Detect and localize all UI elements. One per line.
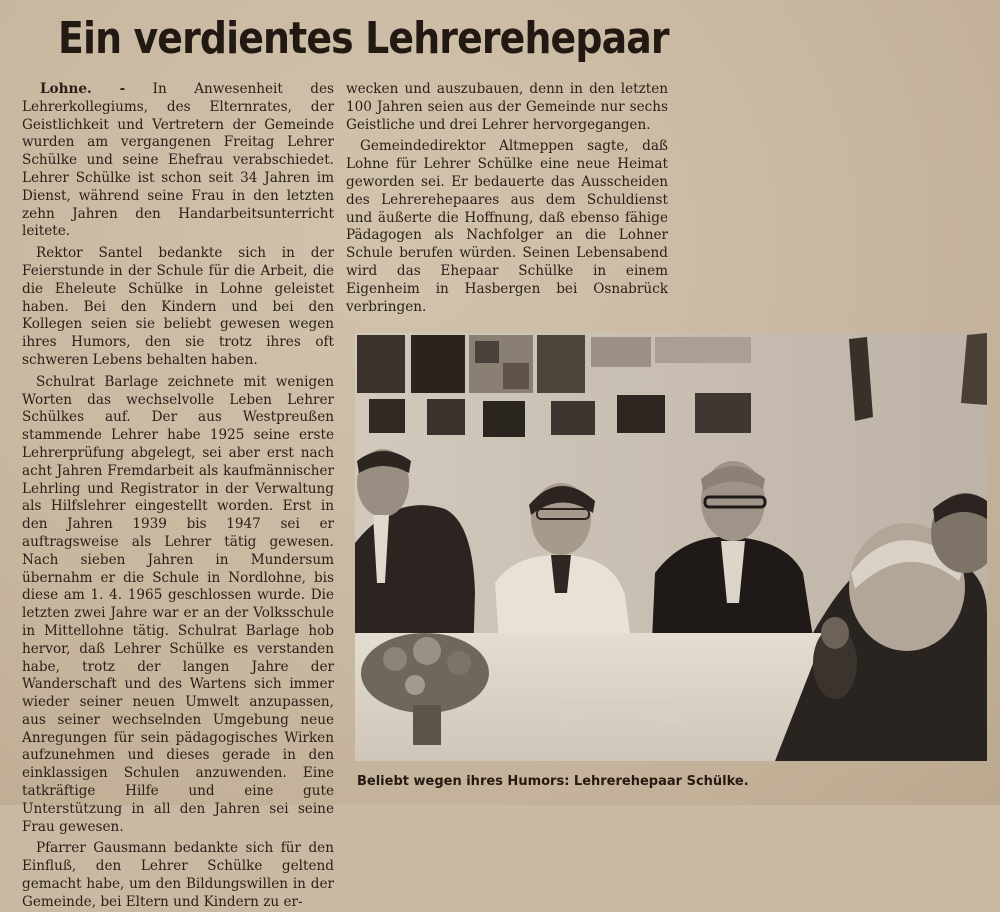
article-paragraph: Pfarrer Gausmann bedankte sich für den Einfluß, den Lehrer Schülke geltend gemacht habe, um den Bildungswillen in der Gemeinde, bei Eltern und Kindern zu er- [22,840,334,910]
article-paragraph: Gemeindedirektor Altmeppen sagte, daß Lohne für Lehrer Schülke eine neue Heimat geworden sei. Er bedauerte das Ausscheiden des Lehrerehepaares aus dem Schuldienst und äußerte die Hoffnung, daß ebenso fähige Pädagogen als Nachfolger an die Lohner Schule berufen würden. Seinen Lebensabend wird das Ehepaar Schülke in einem Eigenheim in Hasbergen bei Osnabrück verbringen. [346,138,668,315]
article-column-2 [346,81,668,316]
dateline: Lohne. - [40,81,126,97]
table [355,617,857,761]
photo-caption: Beliebt wegen ihres Humors: Lehrerehepaar Schülke. [357,774,749,789]
headline: Ein verdientes Lehrerehepaar [58,13,669,64]
article-paragraph [22,81,334,241]
photo-illustration [355,333,987,761]
article-column-1 [22,81,334,912]
article-paragraph: Schulrat Barlage zeichnete mit wenigen Worten das wechselvolle Leben Lehrer Schülkes auf. Der aus Westpreußen stammende Lehrer habe 1925 seine erste Lehrerprüfung abgelegt, sei aber erst nach acht Jahren Fremdarbeit als kaufmännischer Lehrling und Registrator in der Verwaltung als Hilfslehrer eingestellt worden. Erst in den Jahren 1939 bis 1947 sei er auftragsweise als Lehrer tätig gewesen. Nach sieben Jahren in Mundersum übernahm er die Schule in Nordlohne, bis diese am 1. 4. 1965 geschlossen wurde. Die letzten zwei Jahre war er an der Volksschule in Mittellohne tätig. Schulrat Barlage hob hervor, daß Lehrer Schülke es verstanden habe, trotz der langen Jahre der Wanderschaft und des Wartens sich immer wieder seiner neuen Umwelt anzupassen, aus seiner wechselnden Umgebung neue Anregungen für sein pädagogisches Wirken aufzunehmen und dieses gerade in den einklassigen Schulen anzuwenden. Eine tatkräftige Hilfe und eine gute Unterstützung in all den Jahren sei seine Frau gewesen. [22,373,334,835]
article-paragraph: Rektor Santel bedankte sich in der Feierstunde in der Schule für die Arbeit, die die Eheleute Schülke in Lohne geleistet haben. Bei den Kindern und bei den Kollegen seien sie beliebt gewesen wegen ihres Humors, den sie trotz ihres oft schweren Lebens behalten haben. [22,245,334,368]
paragraph-text: In Anwesenheit des Lehrerkollegiums, des Elternrates, der Geistlichkeit und Vertretern der Gemeinde wurden am vergangenen Freitag Lehrer Schülke und seine Ehefrau verabschiedet. Lehrer Schülke ist schon seit 34 Jahren im Dienst, während seine Frau in den letzten zehn Jahren den Handarbeitsunterricht leitete. [22,81,334,240]
article-photo [355,333,987,761]
article-paragraph: wecken und auszubauen, denn in den letzten 100 Jahren seien aus der Gemeinde nur sechs Geistliche und drei Lehrer hervorgegangen. [346,81,668,133]
